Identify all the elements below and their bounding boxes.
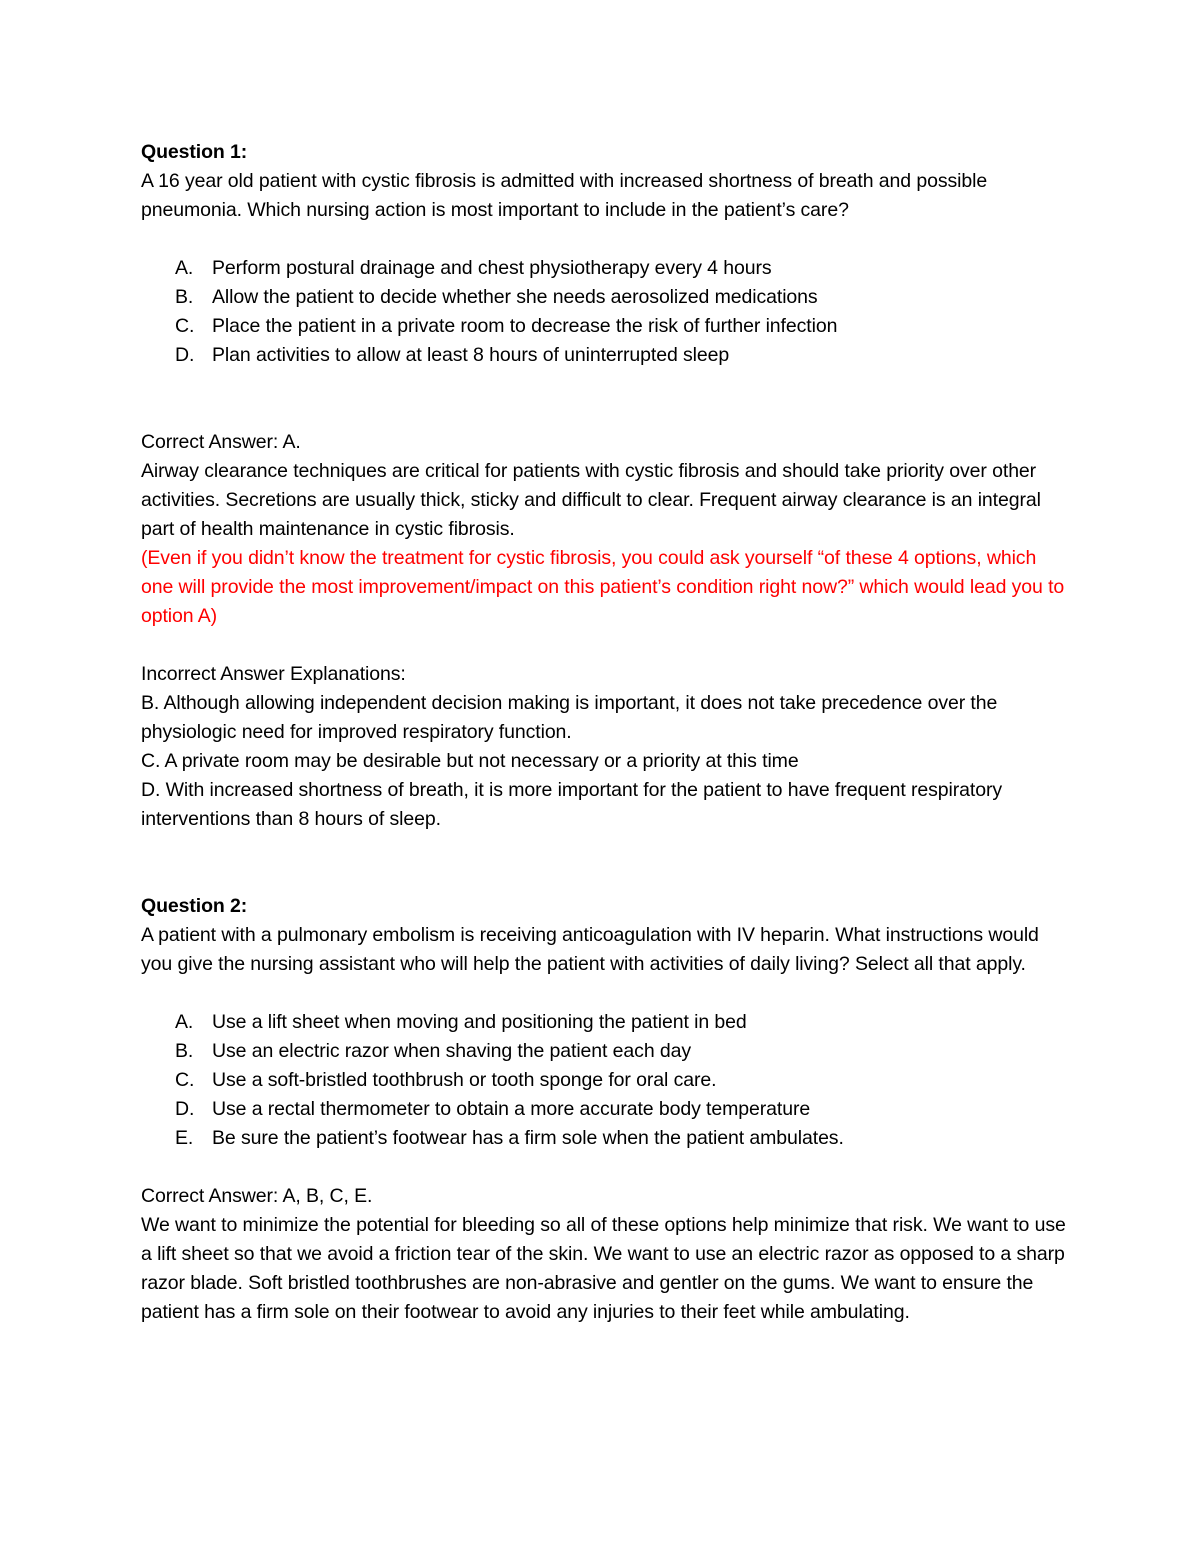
- q1-option: [141, 312, 1071, 341]
- q2-option: [141, 1066, 1071, 1095]
- option-text: Be sure the patient’s footwear has a firm sole when the patient ambulates.: [212, 1127, 844, 1149]
- option-text: Use a soft-bristled toothbrush or tooth sponge for oral care.: [212, 1069, 717, 1091]
- q2-option: [141, 1037, 1071, 1066]
- q1-option: [141, 254, 1071, 283]
- option-text: Use an electric razor when shaving the patient each day: [212, 1040, 692, 1062]
- q2-options: [141, 1008, 1071, 1153]
- option-text: Place the patient in a private room to decrease the risk of further infection: [212, 315, 838, 337]
- option-text: Use a rectal thermometer to obtain a more accurate body temperature: [212, 1098, 811, 1120]
- q1-incorrect-explanation: C. A private room may be desirable but not necessary or a priority at this time: [141, 750, 799, 772]
- q1-tip: (Even if you didn’t know the treatment for cystic fibrosis, you could ask yourself “of these 4 options, which one will provide the most improvement/impact on this patient’s condition right now?” which would lead you to option A): [141, 547, 1065, 627]
- q1-rationale: Airway clearance techniques are critical for patients with cystic fibrosis and should take priority over other activities. Secretions are usually thick, sticky and difficult to clear. Frequent airway clearance is an integral part of health maintenance in cystic fibrosis.: [141, 460, 1041, 540]
- option-letter: A.: [175, 257, 194, 279]
- q2-option: [141, 1008, 1071, 1037]
- option-letter: B.: [175, 1040, 194, 1062]
- q1-option: [141, 341, 1071, 370]
- option-text: Plan activities to allow at least 8 hours of uninterrupted sleep: [212, 344, 730, 366]
- q2-correct-answer: Correct Answer: A, B, C, E.: [141, 1185, 373, 1207]
- q1-options: [141, 254, 1071, 370]
- option-letter: D.: [175, 1098, 195, 1120]
- q2-option: [141, 1095, 1071, 1124]
- q2-rationale: We want to minimize the potential for bleeding so all of these options help minimize that risk. We want to use a lift sheet so that we avoid a friction tear of the skin. We want to use an electric razor as opposed to a sharp razor blade. Soft bristled toothbrushes are non-abrasive and gentler on the gums. We want to ensure the patient has a firm sole on their footwear to avoid any injuries to their feet while ambulating.: [141, 1214, 1066, 1323]
- q1-incorrect-explanation: D. With increased shortness of breath, it is more important for the patient to have frequent respiratory interventions than 8 hours of sleep.: [141, 779, 1003, 830]
- q2-option: [141, 1124, 1071, 1153]
- option-letter: B.: [175, 286, 194, 308]
- option-text: Perform postural drainage and chest physiotherapy every 4 hours: [212, 257, 772, 279]
- q2-heading: Question 2:: [141, 895, 248, 917]
- q1-incorrect-heading: Incorrect Answer Explanations:: [141, 663, 406, 685]
- q1-stem: A 16 year old patient with cystic fibrosis is admitted with increased shortness of breath and possible pneumonia. Which nursing action is most important to include in the patient’s care?: [141, 170, 988, 221]
- q1-option: [141, 283, 1071, 312]
- q1-correct-answer: Correct Answer: A.: [141, 431, 301, 453]
- q1-incorrect-explanation: B. Although allowing independent decision making is important, it does not take precedence over the physiologic need for improved respiratory function.: [141, 692, 998, 743]
- option-letter: C.: [175, 1069, 195, 1091]
- q2-stem: A patient with a pulmonary embolism is receiving anticoagulation with IV heparin. What instructions would you give the nursing assistant who will help the patient with activities of daily living? Select all that apply.: [141, 924, 1039, 975]
- option-text: Use a lift sheet when moving and positioning the patient in bed: [212, 1011, 747, 1033]
- option-letter: A.: [175, 1011, 194, 1033]
- document-page: [141, 138, 1071, 1327]
- option-letter: C.: [175, 315, 195, 337]
- option-text: Allow the patient to decide whether she needs aerosolized medications: [212, 286, 818, 308]
- option-letter: E.: [175, 1127, 194, 1149]
- option-letter: D.: [175, 344, 195, 366]
- q1-heading: Question 1:: [141, 141, 248, 163]
